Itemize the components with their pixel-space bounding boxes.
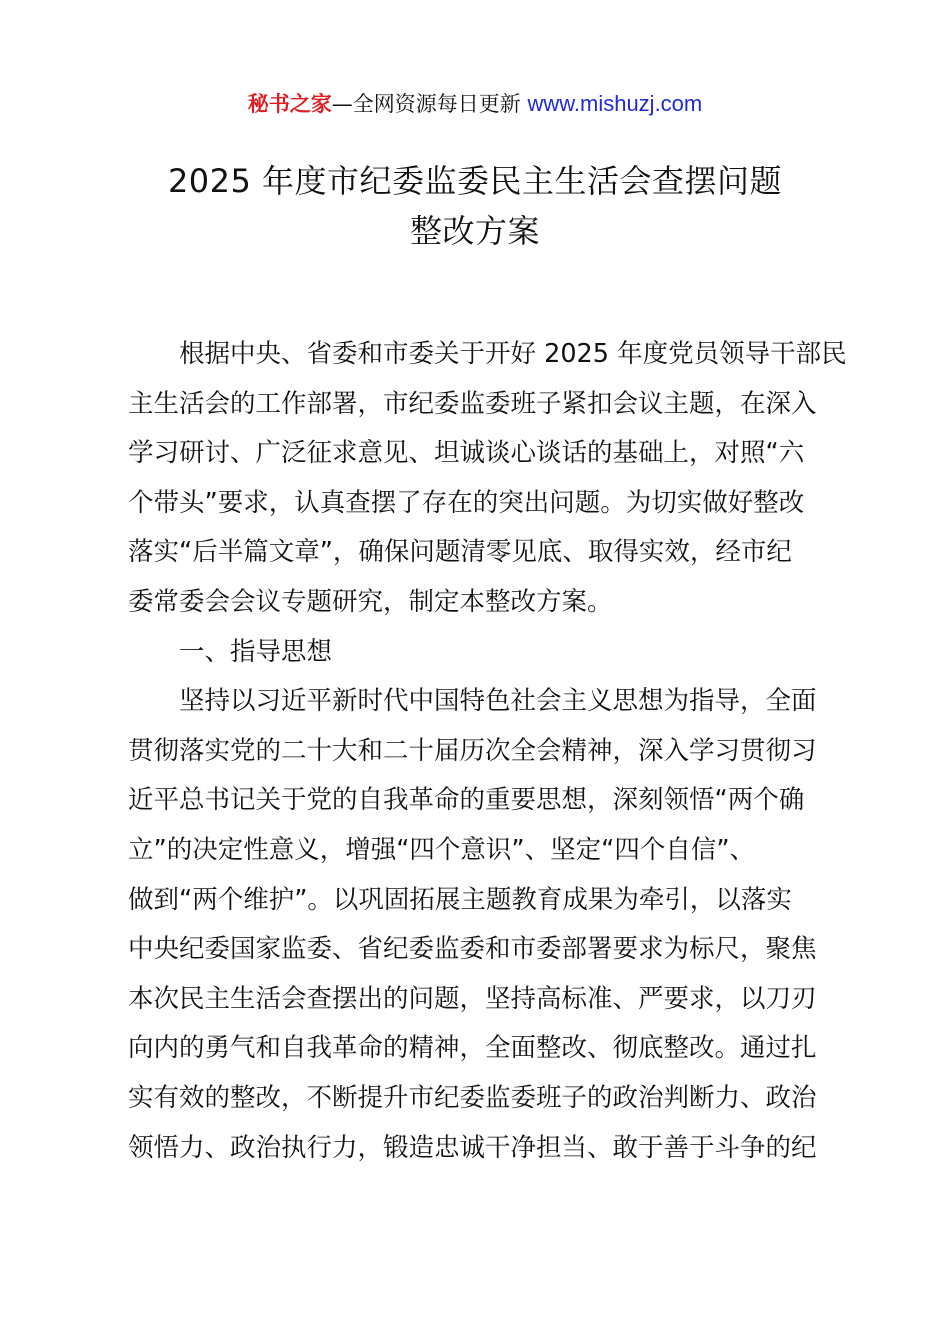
paragraph-guiding-line: 实有效的整改，不断提升市纪委监委班子的政治判断力、政治 [128,1082,817,1113]
title-line-2: 整改方案 [409,212,540,250]
page-header [0,88,950,120]
paragraph-guiding-line: 贯彻落实党的二十大和二十届历次全会精神，深入学习贯彻习 [128,735,817,766]
paragraph-guiding-line: 领悟力、政治执行力，锻造忠诚干净担当、敢于善于斗争的纪 [128,1132,817,1163]
section-heading: 一、指导思想 [179,636,333,667]
paragraph-intro-line: 学习研讨、广泛征求意见、坦诚谈心谈话的基础上，对照“六 [128,438,805,469]
paragraph-intro-line: 根据中央、省委和市委关于开好 2025 年度党员领导干部民 [179,339,847,369]
paragraph-guiding-line: 坚持以习近平新时代中国特色社会主义思想为指导，全面 [179,686,817,717]
paragraph-guiding-line: 立”的决定性意义，增强“四个意识”、坚定“四个自信”、 [128,834,756,865]
title-line-1: 2025 年度市纪委监委民主生活会查摆问题 [167,162,783,200]
document-body [128,330,847,1173]
paragraph-intro-line: 主生活会的工作部署，市纪委监委班子紧扣会议主题，在深入 [128,388,817,419]
paragraph-guiding-line: 本次民主生活会查摆出的问题，坚持高标准、严要求，以刀刃 [128,983,817,1014]
website-url[interactable]: www.mishuzj.com [527,91,703,116]
header-tagline: —全网资源每日更新 [331,92,521,116]
paragraph-guiding-line: 中央纪委国家监委、省纪委监委和市委部署要求为标尺，聚焦 [128,934,817,965]
paragraph-intro-line: 委常委会会议专题研究，制定本整改方案。 [128,586,613,617]
paragraph-guiding-line: 做到“两个维护”。以巩固拓展主题教育成果为牵引，以落实 [128,884,792,915]
paragraph-guiding-line: 近平总书记关于党的自我革命的重要思想，深刻领悟“两个确 [128,785,805,816]
paragraph-guiding-line: 向内的勇气和自我革命的精神，全面整改、彻底整改。通过扎 [128,1033,817,1064]
paragraph-intro-line: 个带头”要求，认真查摆了存在的突出问题。为切实做好整改 [128,487,805,518]
brand-name: 秘书之家 [247,92,332,116]
paragraph-intro-line: 落实“后半篇文章”，确保问题清零见底、取得实效，经市纪 [128,537,792,568]
document-title [100,156,850,256]
